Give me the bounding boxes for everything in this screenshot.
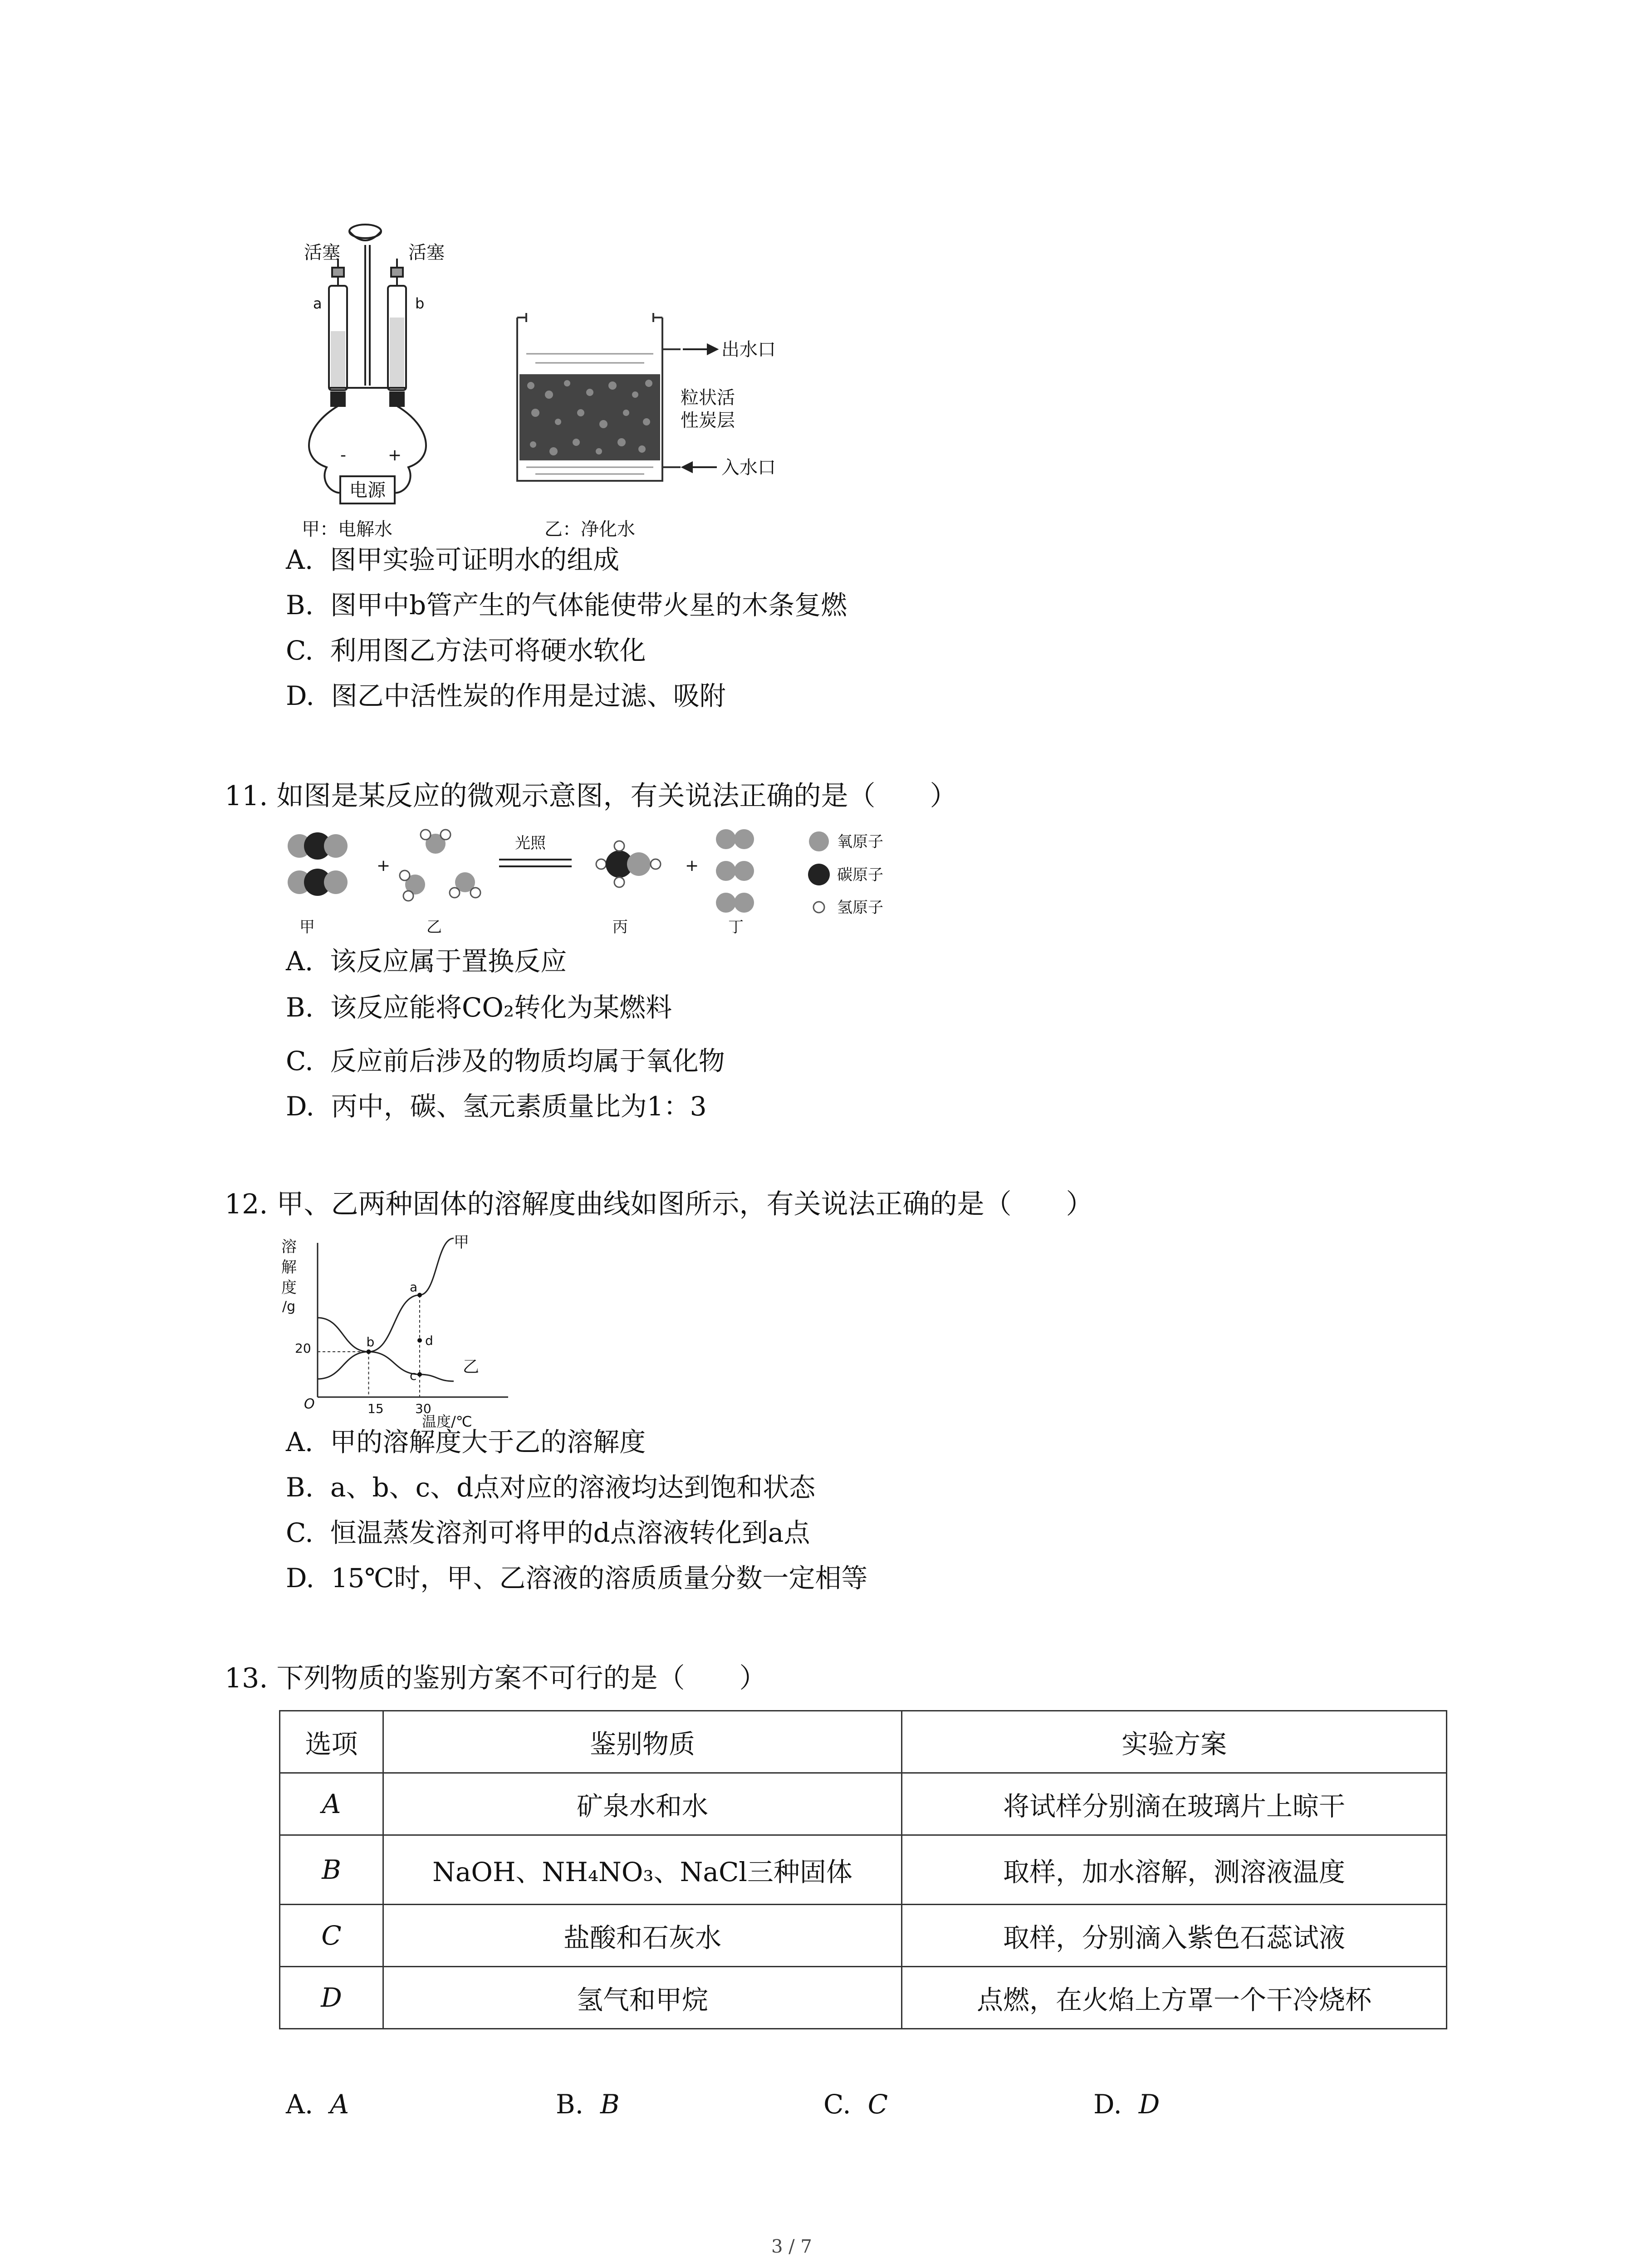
electrode-plus: + [388, 446, 402, 464]
option-letter: D. [286, 680, 314, 711]
option-text: 甲的溶解度大于乙的溶解度 [330, 1427, 646, 1457]
caption-jia: 甲：电解水 [302, 519, 392, 540]
series-line-jia [318, 1238, 454, 1379]
q13-table [279, 1710, 1447, 2029]
q11-option-c [286, 1043, 725, 1079]
caption-yi: 乙：净化水 [544, 519, 635, 540]
label-bing: 丙 [612, 918, 628, 936]
origin-label: O [304, 1396, 315, 1412]
x-tick-15: 15 [367, 1401, 384, 1416]
y-axis-label [281, 1238, 297, 1315]
header-option: 选项 [280, 1711, 383, 1773]
q12-option-a [286, 1424, 646, 1460]
option-letter: B. [556, 2089, 584, 2120]
point-label-d: d [425, 1333, 433, 1348]
option-letter: A. [286, 2089, 314, 2120]
table-row [280, 1835, 1447, 1905]
arrows [683, 345, 717, 472]
point-label-b: b [366, 1334, 375, 1349]
series-line-yi [318, 1318, 454, 1381]
q12-solubility-chart [272, 1234, 526, 1433]
q13-answer-d [1093, 2087, 1160, 2122]
legend-hydrogen: 氢原子 [837, 899, 883, 917]
reaction-condition: 光照 [515, 834, 546, 852]
row-option: A [280, 1773, 383, 1835]
point-b [367, 1349, 371, 1354]
x-axis-label: 温度/℃ [422, 1413, 472, 1430]
row-substances: 矿泉水和水 [383, 1773, 902, 1835]
q12-option-c [286, 1515, 810, 1550]
row-substances: 盐酸和石灰水 [383, 1905, 902, 1967]
plus-sign-2: + [685, 856, 699, 875]
header-method: 实验方案 [902, 1711, 1447, 1773]
q10-option-a [286, 542, 619, 577]
stopcock-label-left: 活塞 [304, 242, 340, 263]
q12-option-b [286, 1470, 815, 1505]
ylabel-char-2: 解 [281, 1258, 297, 1276]
row-option: B [280, 1835, 383, 1905]
option-text: C [867, 2089, 888, 2120]
point-c [417, 1372, 422, 1377]
q11-stem: 11. 如图是某反应的微观示意图，有关说法正确的是（ ） [225, 780, 957, 812]
q13-answer-b [556, 2087, 620, 2122]
electrolysis-apparatus [309, 225, 426, 493]
q11-option-d [286, 1089, 707, 1124]
option-text: A [330, 2089, 349, 2120]
curve-label-yi: 乙 [463, 1358, 480, 1376]
label-ding: 丁 [728, 918, 744, 936]
q10-option-b [286, 587, 847, 623]
row-substances: NaOH、NH₄NO₃、NaCl三种固体 [383, 1835, 902, 1905]
molecule-yi [400, 830, 480, 901]
legend-carbon: 碳原子 [837, 866, 883, 884]
option-text: 反应前后涉及的物质均属于氧化物 [330, 1046, 725, 1076]
point-a [417, 1293, 422, 1297]
option-letter: C. [823, 2089, 851, 2120]
ylabel-char-4: /g [282, 1299, 296, 1315]
carbon-label-line2: 性炭层 [681, 410, 735, 431]
electrode-minus: - [340, 446, 346, 464]
row-method: 取样，分别滴入紫色石蕊试液 [902, 1905, 1447, 1967]
molecule-bing [596, 841, 661, 887]
molecule-ding [716, 829, 754, 913]
option-text: 利用图乙方法可将硬水软化 [330, 635, 646, 666]
tube-label-b: b [415, 295, 425, 312]
legend-oxygen: 氧原子 [837, 833, 883, 851]
carbon-label-line1: 粒状活 [681, 387, 735, 408]
option-text: 15℃时，甲、乙溶液的溶质质量分数一定相等 [331, 1563, 868, 1593]
option-text: 图乙中活性炭的作用是过滤、吸附 [331, 680, 726, 711]
option-letter: A. [286, 946, 314, 977]
label-jia: 甲 [299, 918, 315, 936]
point-label-c: c [410, 1368, 417, 1383]
x-tick-30: 30 [415, 1401, 431, 1416]
row-substances: 氢气和甲烷 [383, 1967, 902, 2029]
option-text: 该反应能将CO₂转化为某燃料 [330, 992, 672, 1023]
option-letter: D. [286, 1091, 314, 1122]
figure-electrolysis-and-purifier [272, 213, 817, 549]
option-text: 该反应属于置换反应 [330, 946, 567, 977]
q13-answer-c [823, 2087, 888, 2122]
row-method: 点燃，在火焰上方罩一个干冷烧杯 [902, 1967, 1447, 2029]
outlet-label: 出水口 [721, 339, 776, 360]
q10-option-c [286, 633, 646, 668]
tube-label-a: a [313, 295, 322, 312]
q12-option-d [286, 1560, 867, 1596]
curve-label-jia: 甲 [454, 1234, 469, 1251]
table-row [280, 1905, 1447, 1967]
option-text: D [1138, 2089, 1160, 2120]
point-label-a: a [410, 1280, 418, 1295]
ylabel-char-3: 度 [281, 1279, 297, 1297]
stopcock-label-right: 活塞 [408, 242, 445, 263]
chart-marks [318, 1238, 454, 1397]
option-letter: B. [286, 992, 314, 1023]
option-letter: A. [286, 1427, 314, 1457]
label-yi: 乙 [426, 918, 442, 936]
q13-stem: 13. 下列物质的鉴别方案不可行的是（ ） [225, 1662, 767, 1694]
row-option: C [280, 1905, 383, 1967]
option-letter: D. [286, 1563, 314, 1593]
table-row [280, 1967, 1447, 2029]
option-letter: D. [1093, 2089, 1122, 2120]
option-letter: C. [286, 635, 314, 666]
q10-option-d [286, 678, 726, 714]
point-d [417, 1338, 422, 1343]
option-text: 图甲实验可证明水的组成 [330, 544, 620, 575]
q13-answer-a [286, 2087, 349, 2122]
q11-option-b [286, 990, 672, 1025]
row-method: 取样，加水溶解，测溶液温度 [902, 1835, 1447, 1905]
power-supply-label: 电源 [349, 480, 386, 501]
page-number: 3 / 7 [771, 2236, 812, 2257]
option-letter: C. [286, 1046, 314, 1076]
option-text: a、b、c、d点对应的溶液均达到饱和状态 [330, 1472, 816, 1503]
option-letter: B. [286, 590, 314, 621]
q12-stem: 12. 甲、乙两种固体的溶解度曲线如图所示，有关说法正确的是（ ） [225, 1188, 1093, 1220]
inlet-label: 入水口 [721, 457, 776, 478]
option-letter: B. [286, 1472, 314, 1503]
header-substances: 鉴别物质 [383, 1711, 902, 1773]
table-row [280, 1773, 1447, 1835]
option-text: 丙中，碳、氢元素质量比为1：3 [331, 1091, 707, 1122]
option-letter: C. [286, 1517, 314, 1548]
plus-sign-1: + [377, 856, 391, 875]
row-option: D [280, 1967, 383, 2029]
option-letter: A. [286, 544, 314, 575]
row-method: 将试样分别滴在玻璃片上晾干 [902, 1773, 1447, 1835]
ylabel-char-1: 溶 [281, 1238, 297, 1256]
q11-molecular-diagram [277, 826, 921, 943]
legend [808, 831, 830, 913]
option-text: B [600, 2089, 620, 2120]
molecule-jia [288, 832, 348, 896]
y-tick-20: 20 [295, 1341, 311, 1356]
option-text: 恒温蒸发溶剂可将甲的d点溶液转化到a点 [330, 1517, 810, 1548]
table-header-row [280, 1711, 1447, 1773]
q11-option-a [286, 943, 567, 979]
option-text: 图甲中b管产生的气体能使带火星的木条复燃 [330, 590, 847, 621]
